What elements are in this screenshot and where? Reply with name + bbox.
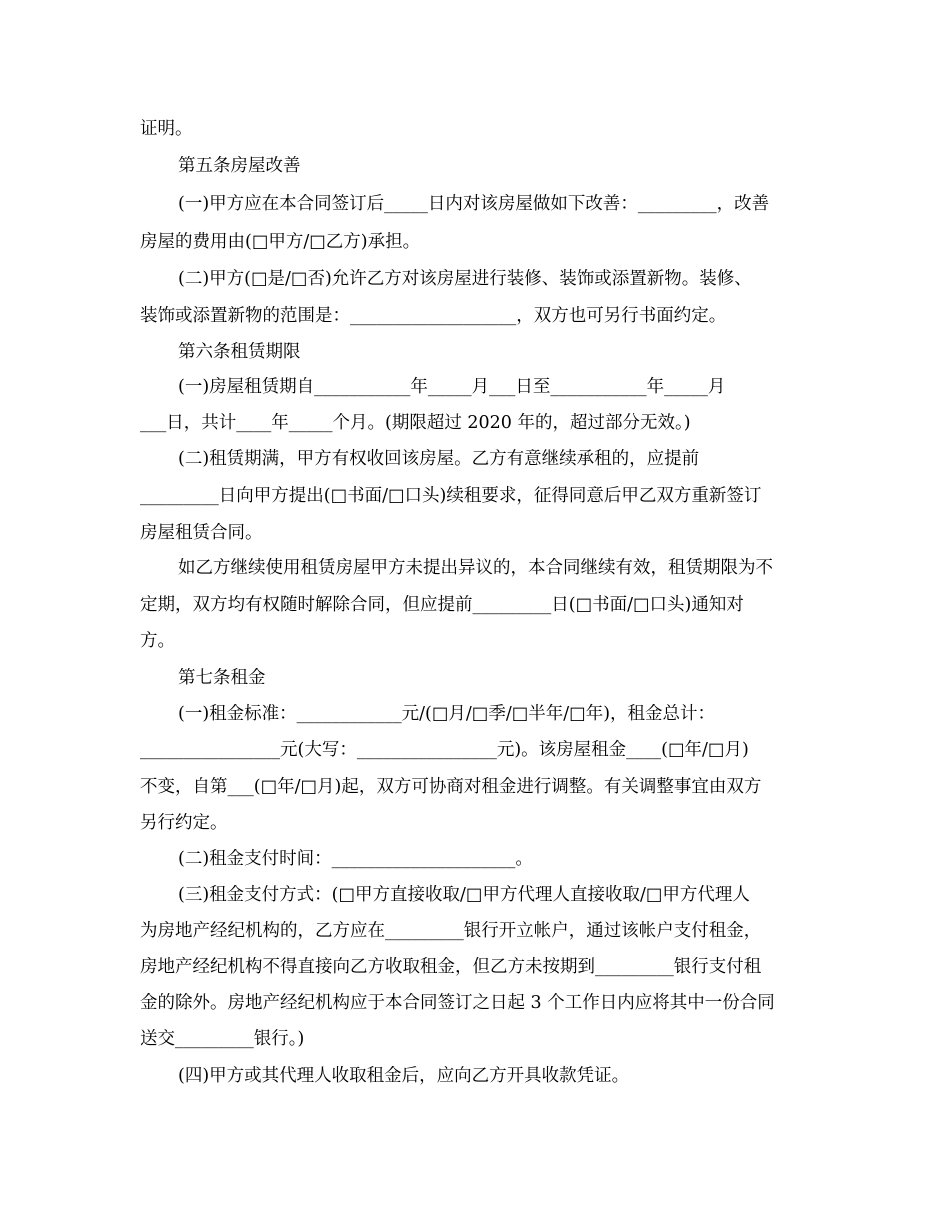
text-line: 房屋租赁合同。 <box>140 523 263 543</box>
text-line: 定期，双方均有权随时解除合同，但应提前_________日(□书面/□口头)通知对 <box>140 595 744 615</box>
text-line: (一)甲方应在本合同签订后_____日内对该房屋做如下改善：_________，改善 <box>178 194 770 214</box>
text-line: ___日，共计____年_____个月。(期限超过 2020 年的，超过部分无效。) <box>140 413 691 433</box>
section-heading: 第七条租金 <box>178 668 266 688</box>
section-heading: 第六条租赁期限 <box>178 342 301 362</box>
section-heading: 第五条房屋改善 <box>178 156 301 176</box>
text-line: 不变，自第___(□年/□月)起，双方可协商对租金进行调整。有关调整事宜由双方 <box>140 777 762 797</box>
text-line: (二)租金支付时间：_____________________。 <box>178 849 533 869</box>
text-line: (一)租金标准：____________元/(□月/□季/□半年/□年)，租金总计： <box>178 704 716 724</box>
text-line: 另行约定。 <box>140 813 228 833</box>
text-line: 证明。 <box>140 119 193 139</box>
text-line: (二)租赁期满，甲方有权收回该房屋。乙方有意继续承租的，应提前 <box>178 449 700 469</box>
text-line: ________________元(大写：________________元)。该房屋租金____(□年/□月) <box>140 740 749 760</box>
text-line: (二)甲方(□是/□否)允许乙方对该房屋进行装修、装饰或添置新物。装修、 <box>178 269 752 289</box>
text-line: 送交_________银行。) <box>140 1029 305 1049</box>
text-line: _________日向甲方提出(□书面/□口头)续租要求，征得同意后甲乙双方重新签订 <box>140 486 762 506</box>
text-line: 装饰或添置新物的范围是：___________________，双方也可另行书面约定。 <box>140 306 727 326</box>
text-line: 房地产经纪机构不得直接向乙方收取租金，但乙方未按期到_________银行支付租 <box>140 957 762 977</box>
text-line: 为房地产经纪机构的，乙方应在_________银行开立帐户，通过该帐户支付租金， <box>140 921 762 941</box>
text-line: 如乙方继续使用租赁房屋甲方未提出异议的，本合同继续有效，租赁期限为不 <box>178 558 773 578</box>
text-line: 金的除外。房地产经纪机构应于本合同签订之日起 3 个工作日内应将其中一份合同 <box>140 993 775 1013</box>
text-line: (一)房屋租赁期自___________年_____月___日至___________年_____月 <box>178 377 726 397</box>
text-line: 方。 <box>140 631 175 651</box>
text-line: 房屋的费用由(□甲方/□乙方)承担。 <box>140 232 421 252</box>
text-line: (三)租金支付方式：(□甲方直接收取/□甲方代理人直接收取/□甲方代理人 <box>178 885 750 905</box>
text-line: (四)甲方或其代理人收取租金后，应向乙方开具收款凭证。 <box>178 1066 630 1086</box>
